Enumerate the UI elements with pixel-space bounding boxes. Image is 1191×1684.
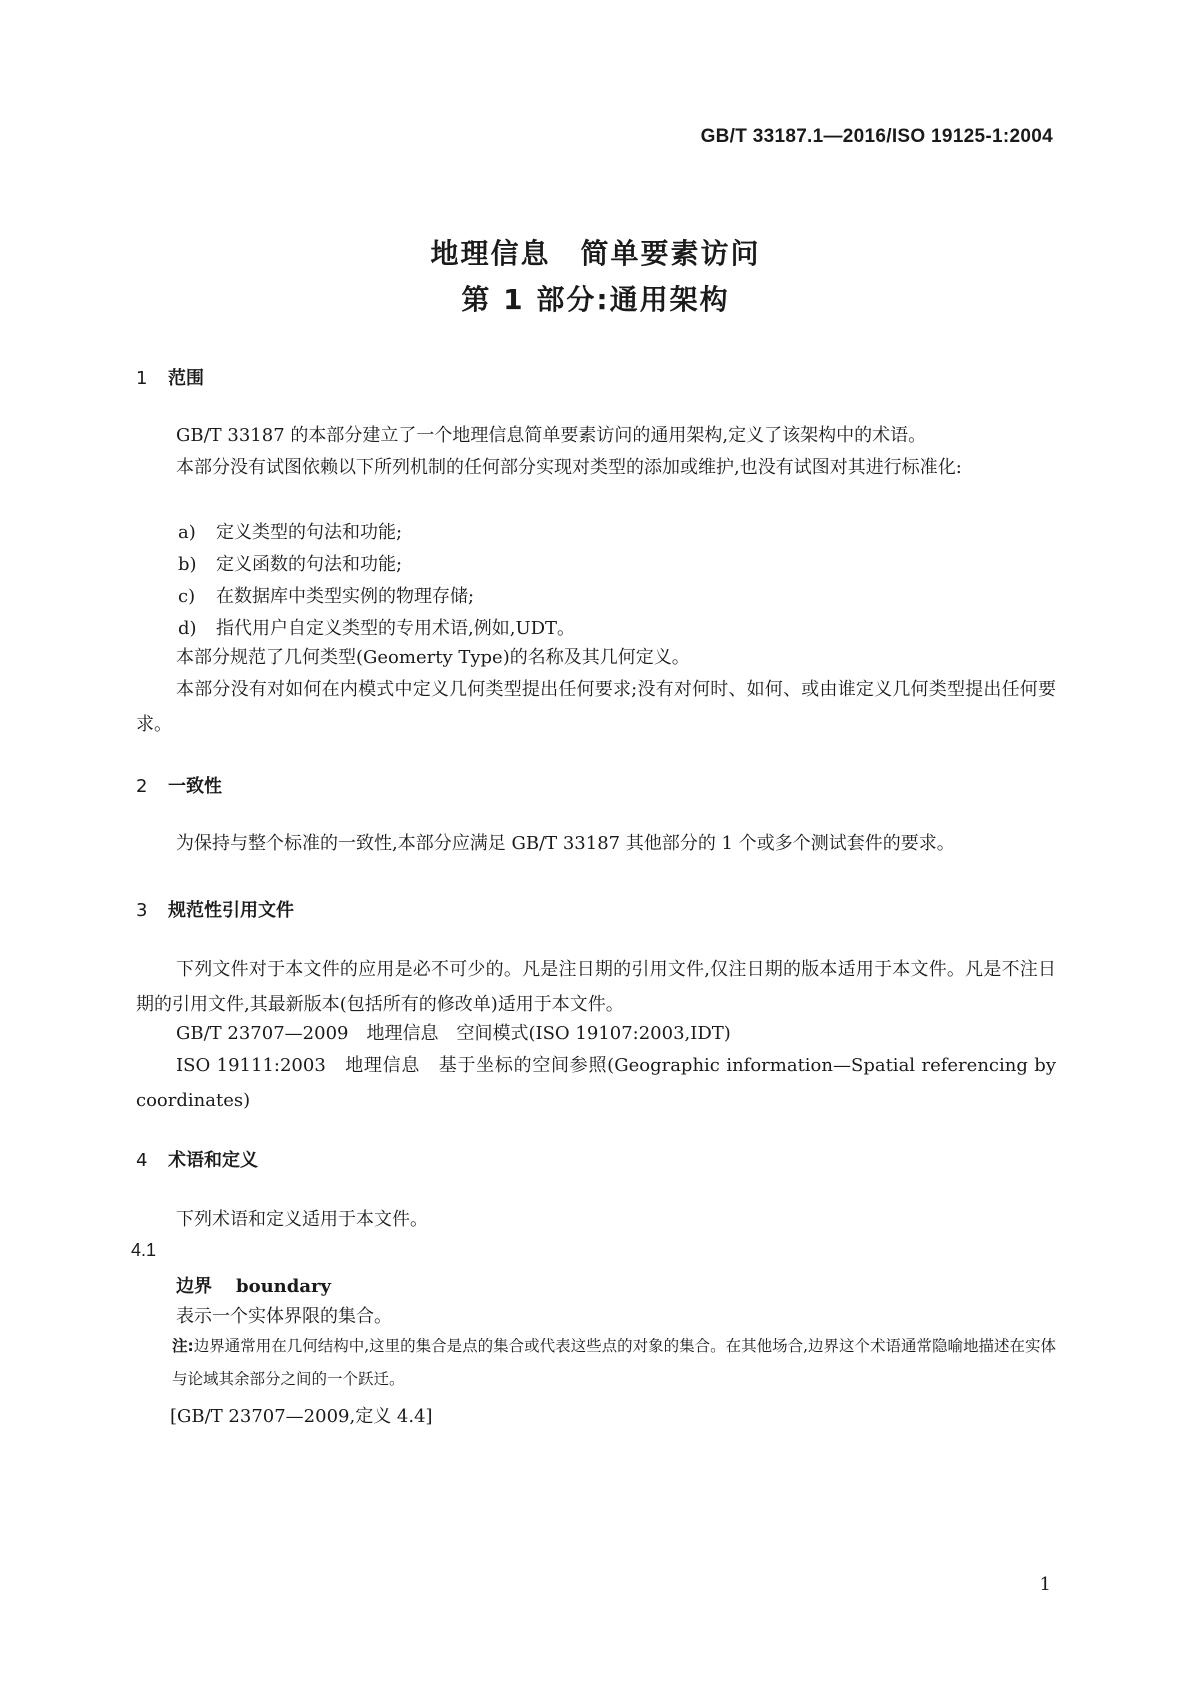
list-marker: d) bbox=[178, 618, 197, 639]
list-marker: a) bbox=[178, 522, 196, 543]
list-marker: c) bbox=[178, 586, 196, 607]
standard-code: GB/T 33187.1—2016/ISO 19125-1:2004 bbox=[700, 126, 1053, 147]
page-number: 1 bbox=[1039, 1574, 1051, 1595]
section-number: 4 bbox=[136, 1150, 148, 1171]
section-1-heading bbox=[136, 364, 204, 390]
section-4-heading bbox=[136, 1146, 258, 1172]
normative-reference-2: ISO 19111:2003 地理信息 基于坐标的空间参照(Geographic information—Spatial referencing by coordinates) bbox=[136, 1055, 1056, 1111]
section-title: 术语和定义 bbox=[168, 1150, 258, 1171]
section-3-heading bbox=[136, 896, 294, 922]
term-definition: 表示一个实体界限的集合。 bbox=[176, 1306, 392, 1327]
section-title: 规范性引用文件 bbox=[168, 900, 294, 921]
section-number: 1 bbox=[136, 368, 148, 389]
section-2-heading bbox=[136, 772, 222, 798]
section-number: 3 bbox=[136, 900, 148, 921]
section-4-paragraph-1: 下列术语和定义适用于本文件。 bbox=[176, 1209, 428, 1230]
section-2-paragraph-1: 为保持与整个标准的一致性,本部分应满足 GB/T 33187 其他部分的 1 个或多个测试套件的要求。 bbox=[176, 833, 955, 854]
term-note bbox=[172, 1330, 1058, 1396]
note-text: 边界通常用在几何结构中,这里的集合是点的集合或代表这些点的对象的集合。在其他场合,边界这个术语通常隐喻地描述在实体与论域其余部分之间的一个跃迁。 bbox=[172, 1337, 1057, 1388]
section-1-paragraph-3: 本部分规范了几何类型(Geomerty Type)的名称及其几何定义。 bbox=[176, 647, 690, 668]
document-title-line2: 第 1 部分:通用架构 bbox=[461, 283, 730, 316]
list-item bbox=[178, 518, 402, 544]
section-1-paragraph-1: GB/T 33187 的本部分建立了一个地理信息简单要素访问的通用架构,定义了该架构中的术语。 bbox=[176, 425, 927, 446]
list-text: 定义函数的句法和功能; bbox=[216, 554, 403, 575]
document-title-line1: 地理信息 简单要素访问 bbox=[430, 237, 761, 270]
term-title bbox=[176, 1272, 331, 1298]
term-number: 4.1 bbox=[131, 1240, 157, 1260]
section-title: 范围 bbox=[168, 368, 204, 389]
section-3-paragraph-1: 下列文件对于本文件的应用是必不可少的。凡是注日期的引用文件,仅注日期的版本适用于本文件。凡是不注日期的引用文件,其最新版本(包括所有的修改单)适用于本文件。 bbox=[136, 959, 1056, 1015]
list-item bbox=[178, 550, 402, 576]
list-text: 定义类型的句法和功能; bbox=[216, 522, 403, 543]
section-title: 一致性 bbox=[168, 776, 222, 797]
term-en: boundary bbox=[236, 1276, 331, 1297]
section-number: 2 bbox=[136, 776, 148, 797]
section-1-paragraph-4: 本部分没有对如何在内模式中定义几何类型提出任何要求;没有对何时、如何、或由谁定义几何类型提出任何要求。 bbox=[136, 679, 1056, 735]
list-item bbox=[178, 582, 474, 608]
list-text: 指代用户自定义类型的专用术语,例如,UDT。 bbox=[216, 618, 576, 639]
term-source: [GB/T 23707—2009,定义 4.4] bbox=[170, 1406, 433, 1427]
list-text: 在数据库中类型实例的物理存储; bbox=[216, 586, 475, 607]
section-1-paragraph-2: 本部分没有试图依赖以下所列机制的任何部分实现对类型的添加或维护,也没有试图对其进行标准化: bbox=[176, 457, 962, 478]
normative-reference-1: GB/T 23707—2009 地理信息 空间模式(ISO 19107:2003,IDT) bbox=[176, 1023, 731, 1044]
list-marker: b) bbox=[178, 554, 197, 575]
term-zh: 边界 bbox=[176, 1276, 212, 1297]
note-label: 注: bbox=[172, 1337, 194, 1355]
list-item bbox=[178, 614, 575, 640]
